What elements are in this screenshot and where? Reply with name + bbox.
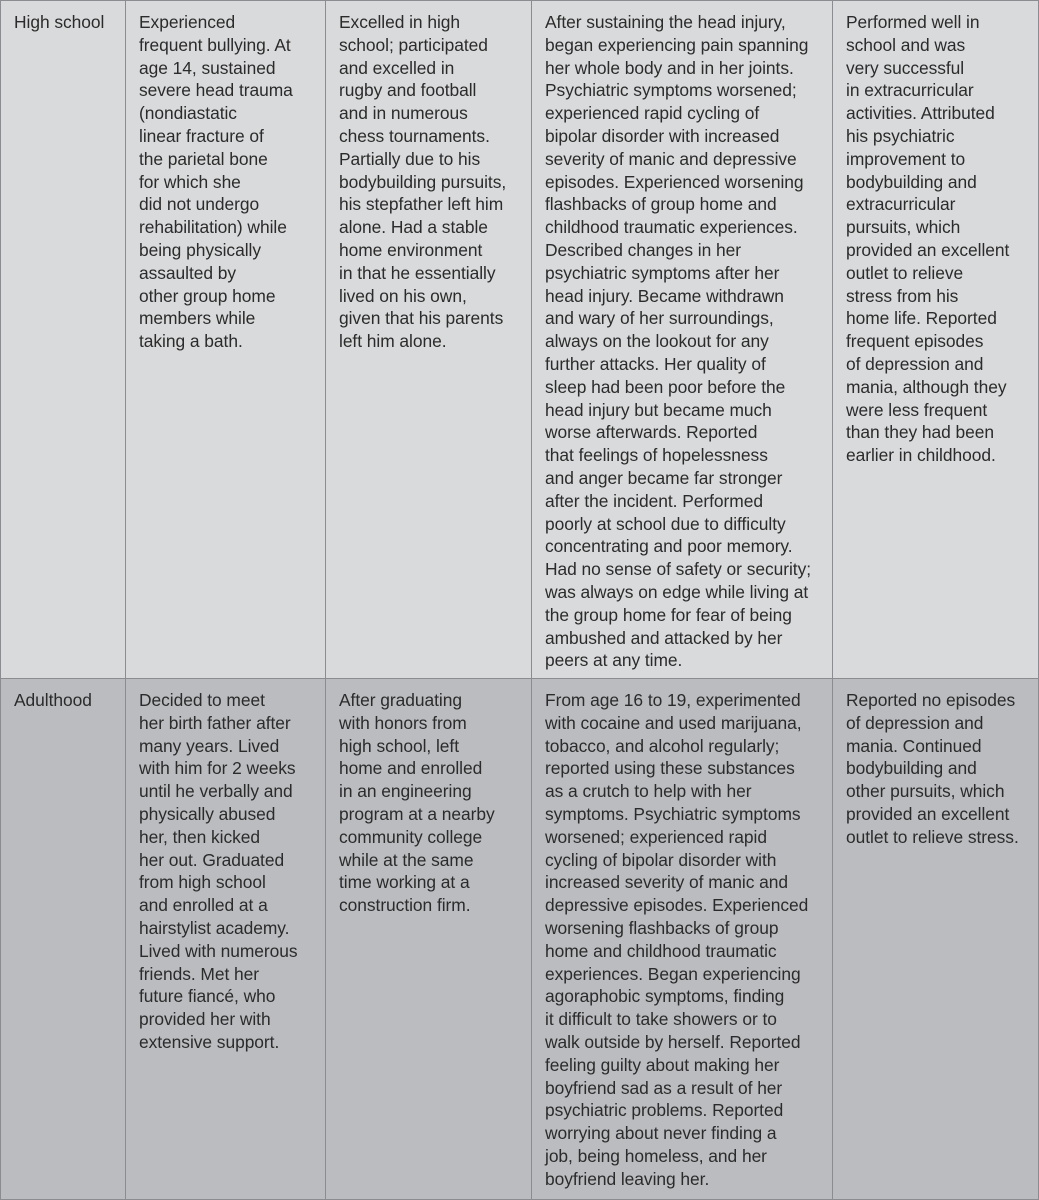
table-cell xyxy=(326,0,532,679)
cell-text-line: was always on edge while living at xyxy=(545,581,809,602)
cell-text-line: as a crutch to help with her xyxy=(545,781,752,802)
cell-text-line: other pursuits, which xyxy=(846,781,1005,802)
cell-text-line: severe head trauma xyxy=(139,80,293,101)
cell-text-line: left him alone. xyxy=(339,331,447,352)
cell-text-line: time working at a xyxy=(339,872,470,893)
cell-text-line: after the incident. Performed xyxy=(545,490,763,511)
cell-text-line: peers at any time. xyxy=(545,650,683,671)
cell-text-line: with him for 2 weeks xyxy=(139,758,296,779)
cell-text-line: his psychiatric xyxy=(846,125,955,146)
cell-text-line: and excelled in xyxy=(339,57,455,78)
stage-cell xyxy=(0,0,126,679)
cell-text-line: provided her with xyxy=(139,1009,271,1030)
cell-text-line: bodybuilding and xyxy=(846,171,977,192)
cell-text-line: provided an excellent xyxy=(846,803,1010,824)
cell-text-line: Experienced xyxy=(139,12,236,32)
cell-text-line: Had no sense of safety or security; xyxy=(545,559,812,580)
cell-text-line: members while xyxy=(139,308,256,329)
cell-text-line: very successful xyxy=(846,57,965,78)
table-cell xyxy=(126,679,326,1200)
cell-text-line: boyfriend sad as a result of her xyxy=(545,1077,783,1098)
cell-text-line: reported using these substances xyxy=(545,758,795,779)
stage-label: High school xyxy=(14,12,105,32)
cell-text-line: severity of manic and depressive xyxy=(545,148,797,169)
cell-text-line: the group home for fear of being xyxy=(545,604,792,625)
cell-text-line: activities. Attributed xyxy=(846,103,995,124)
cell-text-line: hairstylist academy. xyxy=(139,917,290,938)
table-cell xyxy=(833,679,1039,1200)
cell-text-line: childhood traumatic experiences. xyxy=(545,217,798,238)
cell-text-line: lived on his own, xyxy=(339,285,467,306)
cell-text-line: frequent bullying. At xyxy=(139,34,291,55)
cell-text-line: episodes. Experienced worsening xyxy=(545,171,804,192)
cell-text-line: further attacks. Her quality of xyxy=(545,353,766,374)
cell-text-line: outlet to relieve stress. xyxy=(846,826,1019,847)
cell-text-line: stress from his xyxy=(846,285,959,306)
cell-text-line: it difficult to take showers or to xyxy=(545,1009,777,1030)
cell-text-line: Excelled in high xyxy=(339,12,461,32)
cell-text-line: psychiatric symptoms after her xyxy=(545,262,780,283)
cell-text-line: head injury. Became withdrawn xyxy=(545,285,784,306)
cell-text-line: home and childhood traumatic xyxy=(545,940,777,961)
cell-text-line: concentrating and poor memory. xyxy=(545,536,793,557)
cell-text-line: outlet to relieve xyxy=(846,262,964,283)
cell-text-line: program at a nearby xyxy=(339,803,495,824)
cell-text-line: Psychiatric symptoms worsened; xyxy=(545,80,797,101)
cell-text-line: in that he essentially xyxy=(339,262,496,283)
cell-text-line: and wary of her surroundings, xyxy=(545,308,774,329)
cell-text-line: did not undergo xyxy=(139,194,260,215)
cell-text-line: rugby and football xyxy=(339,80,477,101)
cell-text-line: in an engineering xyxy=(339,781,472,802)
cell-text-line: future fiancé, who xyxy=(139,986,276,1007)
cell-text-line: school and was xyxy=(846,34,966,55)
cell-text-line: always on the lookout for any xyxy=(545,331,769,352)
cell-text-line: community college xyxy=(339,826,483,847)
cell-text-line: the parietal bone xyxy=(139,148,268,169)
cell-text-line: extracurricular xyxy=(846,194,956,215)
cell-text-line: bipolar disorder with increased xyxy=(545,125,780,146)
cell-text-line: tobacco, and alcohol regularly; xyxy=(545,735,780,756)
cell-text-line: Partially due to his xyxy=(339,148,481,169)
cell-text-line: his stepfather left him xyxy=(339,194,504,215)
cell-text-line: alone. Had a stable xyxy=(339,217,488,238)
cell-text-line: cycling of bipolar disorder with xyxy=(545,849,777,870)
cell-text-line: experiences. Began experiencing xyxy=(545,963,801,984)
cell-text-line: friends. Met her xyxy=(139,963,260,984)
cell-text-line: other group home xyxy=(139,285,276,306)
cell-text-line: From age 16 to 19, experimented xyxy=(545,690,801,710)
cell-text-line: linear fracture of xyxy=(139,125,264,146)
cell-text-line: chess tournaments. xyxy=(339,125,490,146)
cell-text-line: head injury but became much xyxy=(545,399,772,420)
cell-text-line: from high school xyxy=(139,872,266,893)
cell-text-line: boyfriend leaving her. xyxy=(545,1168,710,1189)
table-cell xyxy=(126,0,326,679)
cell-text-line: physically abused xyxy=(139,803,276,824)
table-cell xyxy=(532,0,833,679)
cell-text-line: job, being homeless, and her xyxy=(545,1145,767,1166)
cell-text-line: mania, although they xyxy=(846,376,1007,397)
table-cell xyxy=(833,0,1039,679)
cell-text-line: worsening flashbacks of group xyxy=(545,917,779,938)
cell-text-line: and in numerous xyxy=(339,103,468,124)
cell-text-line: home life. Reported xyxy=(846,308,997,329)
cell-text-line: ambushed and attacked by her xyxy=(545,627,783,648)
cell-text-line: symptoms. Psychiatric symptoms xyxy=(545,803,801,824)
cell-text-line: given that his parents xyxy=(339,308,504,329)
cell-text-line: improvement to xyxy=(846,148,966,169)
cell-text-line: while at the same xyxy=(339,849,474,870)
cell-text-line: agoraphobic symptoms, finding xyxy=(545,986,785,1007)
cell-text-line: her out. Graduated xyxy=(139,849,285,870)
cell-text-line: until he verbally and xyxy=(139,781,293,802)
table-cell xyxy=(326,679,532,1200)
cell-text-line: earlier in childhood. xyxy=(846,445,996,466)
cell-text-line: being physically xyxy=(139,239,261,260)
stage-label: Adulthood xyxy=(14,690,92,710)
cell-text-line: worrying about never finding a xyxy=(545,1123,777,1144)
cell-text-line: Decided to meet xyxy=(139,690,265,710)
cell-text-line: After graduating xyxy=(339,690,462,710)
cell-text-line: high school, left xyxy=(339,735,459,756)
cell-text-line: provided an excellent xyxy=(846,239,1010,260)
cell-text-line: began experiencing pain spanning xyxy=(545,34,809,55)
cell-text-line: school; participated xyxy=(339,34,488,55)
cell-text-line: her whole body and in her joints. xyxy=(545,57,794,78)
cell-text-line: After sustaining the head injury, xyxy=(545,12,786,32)
cell-text-line: for which she xyxy=(139,171,241,192)
cell-text-line: (nondiastatic xyxy=(139,103,237,124)
cell-text-line: psychiatric problems. Reported xyxy=(545,1100,784,1121)
cell-text-line: frequent episodes xyxy=(846,331,984,352)
cell-text-line: assaulted by xyxy=(139,262,237,283)
cell-text-line: poorly at school due to difficulty xyxy=(545,513,786,534)
cell-text-line: worse afterwards. Reported xyxy=(545,422,758,443)
cell-text-line: in extracurricular xyxy=(846,80,974,101)
cell-text-line: bodybuilding pursuits, xyxy=(339,171,507,192)
cell-text-line: home environment xyxy=(339,239,483,260)
cell-text-line: of depression and xyxy=(846,712,984,733)
cell-text-line: increased severity of manic and xyxy=(545,872,789,893)
cell-text-line: worsened; experienced rapid xyxy=(545,826,767,847)
cell-text-line: than they had been xyxy=(846,422,995,443)
cell-text-line: that feelings of hopelessness xyxy=(545,445,768,466)
cell-text-line: of depression and xyxy=(846,353,984,374)
cell-text-line: mania. Continued xyxy=(846,735,982,756)
cell-text-line: home and enrolled xyxy=(339,758,483,779)
cell-text-line: feeling guilty about making her xyxy=(545,1054,780,1075)
cell-text-line: and anger became far stronger xyxy=(545,467,783,488)
table-row-adulthood xyxy=(0,679,1039,1200)
cell-text-line: walk outside by herself. Reported xyxy=(545,1031,801,1052)
cell-text-line: experienced rapid cycling of xyxy=(545,103,760,124)
cell-text-line: were less frequent xyxy=(846,399,988,420)
cell-text-line: and enrolled at a xyxy=(139,895,268,916)
cell-text-line: her, then kicked xyxy=(139,826,261,847)
cell-text-line: rehabilitation) while xyxy=(139,217,287,238)
cell-text-line: construction firm. xyxy=(339,895,471,916)
cell-text-line: with honors from xyxy=(339,712,467,733)
cell-text-line: many years. Lived xyxy=(139,735,280,756)
cell-text-line: age 14, sustained xyxy=(139,57,276,78)
cell-text-line: Lived with numerous xyxy=(139,940,298,961)
stage-cell xyxy=(0,679,126,1200)
cell-text-line: extensive support. xyxy=(139,1031,280,1052)
cell-text-line: her birth father after xyxy=(139,712,291,733)
table-cell xyxy=(532,679,833,1200)
cell-text-line: Performed well in xyxy=(846,12,980,32)
cell-text-line: depressive episodes. Experienced xyxy=(545,895,809,916)
cell-text-line: Described changes in her xyxy=(545,239,742,260)
cell-text-line: Reported no episodes xyxy=(846,690,1016,710)
cell-text-line: flashbacks of group home and xyxy=(545,194,777,215)
cell-text-line: taking a bath. xyxy=(139,331,243,352)
cell-text-line: sleep had been poor before the xyxy=(545,376,786,397)
cell-text-line: with cocaine and used marijuana, xyxy=(545,712,802,733)
cell-text-line: bodybuilding and xyxy=(846,758,977,779)
cell-text-line: pursuits, which xyxy=(846,217,961,238)
